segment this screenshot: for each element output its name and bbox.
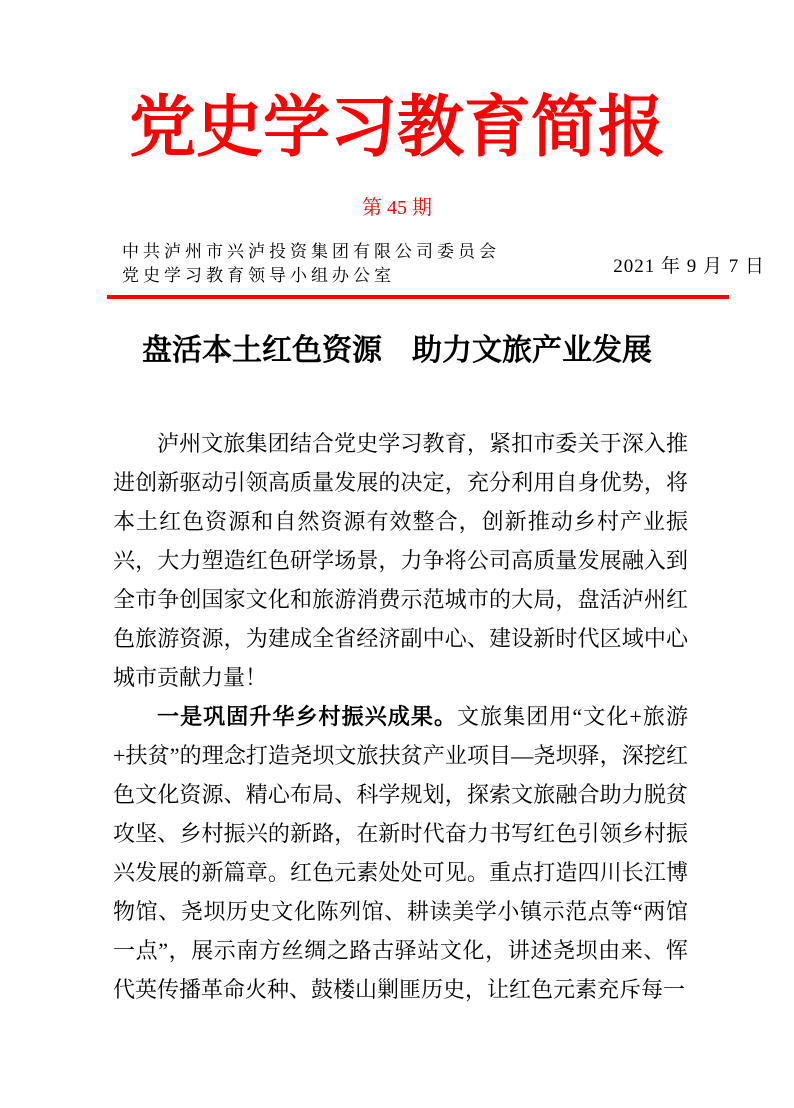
issue-number: 第 45 期 [362,197,432,219]
article-title: 盘活本土红色资源 助力文旅产业发展 [142,334,652,367]
paragraph-2 [113,697,688,1009]
paragraph-1-text: 泸州文旅集团结合党史学习教育，紧扣市委关于深入推进创新驱动引领高质量发展的决定，充分利用自身优势，将本土红色资源和自然资源有效整合，创新推动乡村产业振兴，大力塑造红色研学场景，力争将公司高质量发展融入到全市争创国家文化和旅游消费示范城市的大局，盘活泸州红色旅游资源，为建成全省经济副中心、建设新时代区域中心城市贡献力量！ [113,431,688,690]
paragraph-2-lead: 一是巩固升华乡村振兴成果。 [157,704,458,729]
masthead-info-row [122,240,765,288]
issuing-organization [122,240,500,288]
bulletin-title: 党史学习教育简报 [129,91,665,165]
paragraph-1 [113,424,688,697]
org-line-1: 中共泸州市兴泸投资集团有限公司委员会 [122,242,500,261]
masthead-divider-rule [107,295,729,299]
paragraph-2-text: 文旅集团用“文化+旅游+扶贫”的理念打造尧坝文旅扶贫产业项目—尧坝驿，深挖红色文化资源、精心布局、科学规划，探索文旅融合助力脱贫攻坚、乡村振兴的新路，在新时代奋力书写红色引领乡村振兴发展的新篇章。红色元素处处可见。重点打造四川长江博物馆、尧坝历史文化陈列馆、耕读美学小镇示范点等“两馆一点”，展示南方丝绸之路古驿站文化，讲述尧坝由来、恽代英传播革命火种、鼓楼山剿匪历史，让红色元素充斥每一 [113,704,688,1002]
org-line-2: 党史学习教育领导小组办公室 [122,266,395,285]
article-body [113,424,688,1009]
publication-date: 2021 年 9 月 7 日 [613,255,765,277]
